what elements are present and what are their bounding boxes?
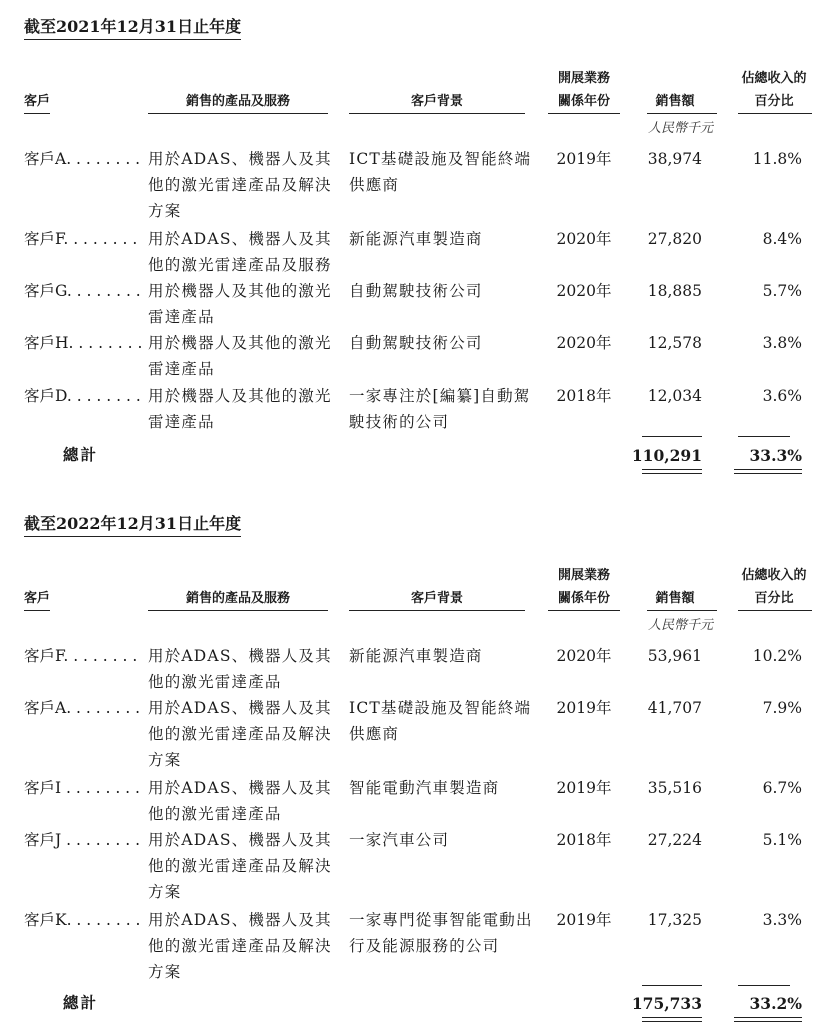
header-background: 客戶背景 [410,591,463,606]
relationship-year: 2018年 [556,831,612,849]
customer-background: 自動駕駛技術公司 [349,282,483,300]
customer-background: 智能電動汽車製造商 [349,779,500,797]
customer-name: 客戶K. . . . . . . . [24,911,141,929]
header-sales: 銷售額 [655,591,695,606]
revenue-pct: 10.2% [752,647,802,665]
header-pct-line2: 百分比 [754,94,794,109]
header-pct-line1: 佔總收入的 [741,568,807,583]
header-sales: 銷售額 [655,94,695,109]
sales-amount: 53,961 [647,647,702,665]
relationship-year: 2019年 [556,911,612,929]
customer-background: 一家專注於[編纂]自動駕駛技術的公司 [349,387,531,431]
relationship-year: 2018年 [556,387,612,405]
header-underline [738,610,812,611]
customer-name: 客戶J . . . . . . . . [24,831,141,849]
total-label: 總計 [63,445,99,464]
relationship-year: 2019年 [556,699,612,717]
customer-background: 一家專門從事智能電動出行及能源服務的公司 [349,911,533,955]
revenue-pct: 8.4% [762,230,802,248]
revenue-pct: 11.8% [752,150,802,168]
header-years-line1: 開展業務 [557,71,610,86]
total-double-rule [642,1017,702,1022]
header-underline [24,113,50,114]
relationship-year: 2020年 [556,334,612,352]
customer-name: 客戶F. . . . . . . . [24,230,138,248]
relationship-year: 2020年 [556,282,612,300]
customer-background: 自動駕駛技術公司 [349,334,483,352]
customer-name: 客戶D. . . . . . . . [24,387,141,405]
header-years-line2: 關係年份 [557,94,610,109]
revenue-pct: 6.7% [762,779,802,797]
revenue-pct: 3.8% [762,334,802,352]
header-underline [24,610,50,611]
customer-background: 一家汽車公司 [349,831,450,849]
sales-amount: 12,034 [647,387,702,405]
sales-amount: 41,707 [647,699,702,717]
sales-amount: 35,516 [647,779,702,797]
total-label: 總計 [63,993,99,1012]
product-desc: 用於ADAS、機器人及其他的激光雷達產品及解決方案 [148,911,332,981]
unit-label: 人民幣千元 [648,618,714,633]
header-years-line2: 關係年份 [557,591,610,606]
header-pct-line1: 佔總收入的 [741,71,807,86]
revenue-pct: 3.6% [762,387,802,405]
sales-amount: 17,325 [647,911,702,929]
total-double-rule [642,469,702,474]
relationship-year: 2020年 [556,647,612,665]
sales-amount: 27,820 [647,230,702,248]
product-desc: 用於ADAS、機器人及其他的激光雷達產品 [148,647,332,691]
subtotal-rule [642,436,702,437]
header-product: 銷售的產品及服務 [185,591,290,606]
revenue-pct: 3.3% [762,911,802,929]
sales-amount: 27,224 [647,831,702,849]
product-desc: 用於ADAS、機器人及其他的激光雷達產品及解決方案 [148,699,332,769]
header-years-line1: 開展業務 [557,568,610,583]
subtotal-rule [738,436,790,437]
unit-label: 人民幣千元 [648,121,714,136]
customer-name: 客戶G. . . . . . . . [24,282,141,300]
sales-amount: 38,974 [647,150,702,168]
customer-background: 新能源汽車製造商 [349,230,483,248]
header-pct-line2: 百分比 [754,591,794,606]
subtotal-rule [642,985,702,986]
header-underline [647,113,717,114]
total-sales: 175,733 [631,994,702,1013]
revenue-pct: 5.1% [762,831,802,849]
relationship-year: 2020年 [556,230,612,248]
section-title: 截至2022年12月31日止年度 [24,514,241,537]
relationship-year: 2019年 [556,779,612,797]
customer-background: 新能源汽車製造商 [349,647,483,665]
total-pct: 33.3% [749,446,802,465]
header-customer: 客戶 [24,94,51,109]
customer-name: 客戶I . . . . . . . . [24,779,140,797]
product-desc: 用於機器人及其他的激光雷達產品 [148,282,332,326]
section-title: 截至2021年12月31日止年度 [24,17,241,40]
header-customer: 客戶 [24,591,51,606]
header-underline [548,610,620,611]
total-pct: 33.2% [749,994,802,1013]
revenue-pct: 7.9% [762,699,802,717]
total-sales: 110,291 [631,446,702,465]
sales-amount: 12,578 [647,334,702,352]
header-underline [349,610,525,611]
product-desc: 用於ADAS、機器人及其他的激光雷達產品 [148,779,332,823]
header-background: 客戶背景 [410,94,463,109]
product-desc: 用於機器人及其他的激光雷達產品 [148,334,332,378]
customer-name: 客戶A. . . . . . . . [24,699,141,717]
customer-name: 客戶A. . . . . . . . [24,150,141,168]
revenue-pct: 5.7% [762,282,802,300]
sales-amount: 18,885 [647,282,702,300]
product-desc: 用於ADAS、機器人及其他的激光雷達產品及服務 [148,230,332,274]
header-product: 銷售的產品及服務 [185,94,290,109]
product-desc: 用於ADAS、機器人及其他的激光雷達產品及解決方案 [148,150,332,220]
header-underline [548,113,620,114]
header-underline [148,610,328,611]
total-double-rule [734,1017,802,1022]
header-underline [148,113,328,114]
customer-name: 客戶H. . . . . . . . [24,334,143,352]
relationship-year: 2019年 [556,150,612,168]
customer-name: 客戶F. . . . . . . . [24,647,138,665]
header-underline [349,113,525,114]
product-desc: 用於ADAS、機器人及其他的激光雷達產品及解決方案 [148,831,332,901]
customer-background: ICT基礎設施及智能終端供應商 [349,150,532,194]
customer-background: ICT基礎設施及智能終端供應商 [349,699,532,743]
product-desc: 用於機器人及其他的激光雷達產品 [148,387,332,431]
subtotal-rule [738,985,790,986]
header-underline [738,113,812,114]
total-double-rule [734,469,802,474]
header-underline [647,610,717,611]
